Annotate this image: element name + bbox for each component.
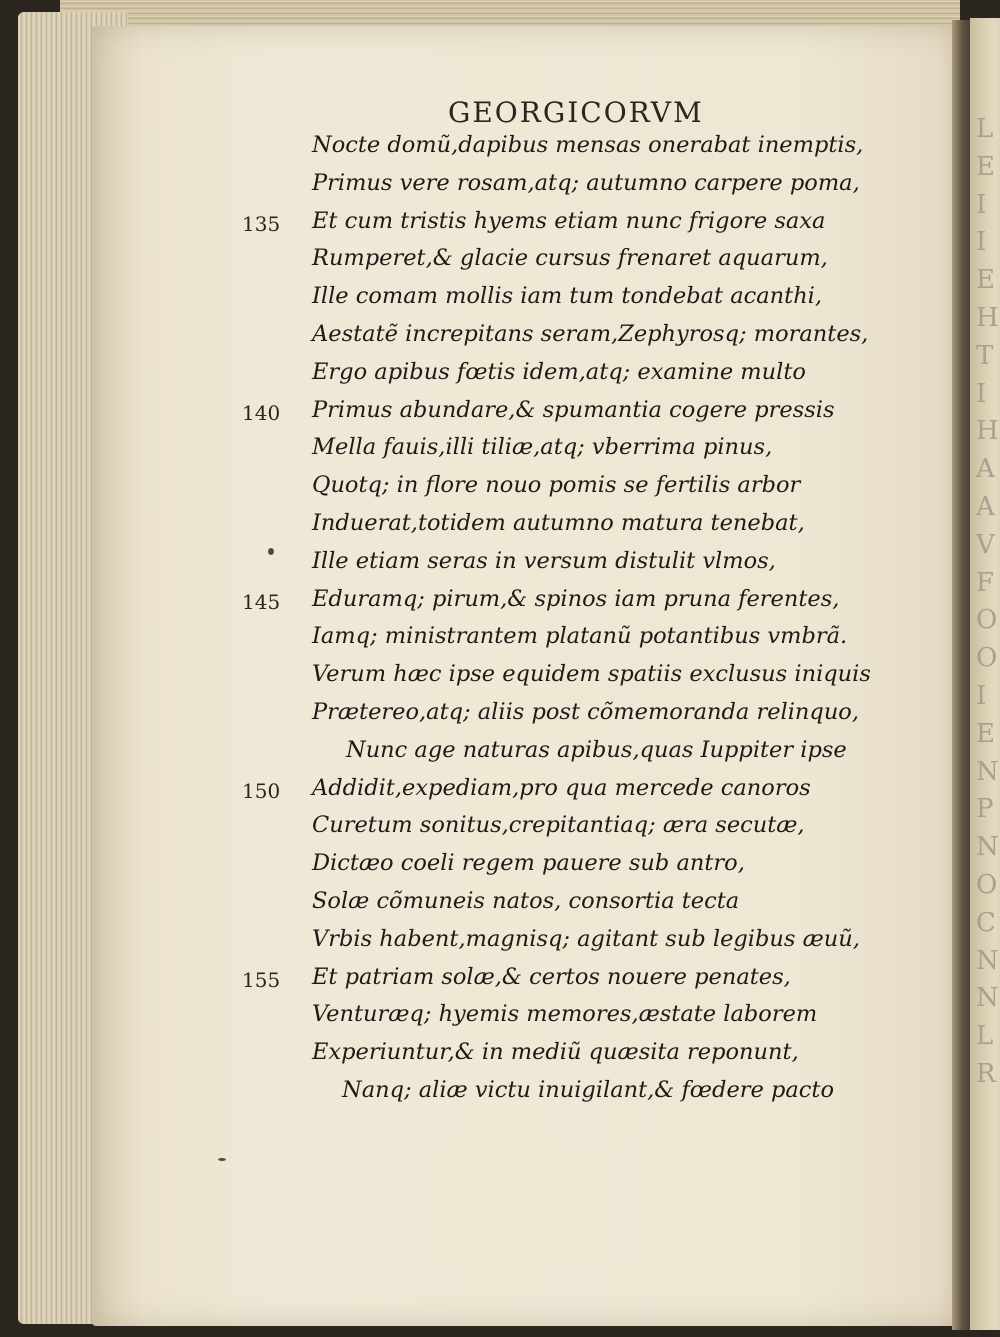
- verse-line: Curetum sonitus,crepitantiaq; æra secutæ,: [312, 812, 805, 839]
- verse-line: Nanq; aliæ victu inuigilant,& fœdere pacto: [342, 1077, 835, 1103]
- facing-page-letter: R: [976, 1059, 996, 1089]
- facing-page-letter: P: [976, 794, 994, 825]
- verse-line: Experiuntur,& in mediũ quæsita reponunt,: [312, 1039, 799, 1066]
- line-number: 155: [242, 967, 281, 992]
- verse-line: Venturæq; hyemis memores,æstate laborem: [312, 1001, 818, 1028]
- verse-line: Solæ cõmuneis natos, consortia tecta: [312, 888, 740, 914]
- facing-page-letter: E: [976, 265, 995, 296]
- verse-line: Nocte domũ,dapibus mensas onerabat inemptis,: [312, 132, 864, 158]
- facing-page-letter: I: [976, 189, 987, 220]
- verse-line: Quotq; in flore nouo pomis se fertilis arbor: [312, 472, 801, 499]
- line-number: 135: [242, 211, 281, 236]
- verse-line: Et patriam solæ,& certos nouere penates,: [312, 963, 791, 990]
- verse-line: Primus vere rosam,atq; autumno carpere poma,: [312, 169, 860, 196]
- facing-page-letter: H: [976, 416, 999, 447]
- verse-line: Vrbis habent,magnisq; agitant sub legibus æuũ,: [312, 925, 860, 952]
- facing-page-edge: [970, 18, 1000, 1330]
- line-number: 140: [242, 400, 281, 425]
- facing-page-letter: O: [976, 643, 998, 674]
- running-head: GEORGICORVM: [448, 96, 704, 129]
- facing-page-letter: T: [976, 340, 994, 371]
- facing-page-letter: L: [976, 1021, 994, 1052]
- verse-line: Eduramq; pirum,& spinos iam pruna ferentes,: [312, 585, 840, 612]
- line-number: 145: [242, 589, 281, 614]
- facing-page-letter: I: [976, 227, 987, 258]
- verse-line: Et cum tristis hyems etiam nunc frigore saxa: [312, 207, 826, 234]
- ink-speck: [268, 548, 274, 555]
- facing-page-letter: A: [976, 492, 995, 522]
- verse-line: Prætereo,atq; aliis post cõmemoranda relinquo,: [312, 699, 860, 725]
- verse-line: Dictæo coeli regem pauere sub antro,: [312, 850, 745, 877]
- facing-page-letter: H: [976, 303, 999, 333]
- line-number: 150: [242, 778, 281, 803]
- verse-line: Primus abundare,& spumantia cogere pressis: [312, 396, 835, 423]
- verse-line: Mella fauis,illi tiliæ,atq; vberrima pinus,: [312, 434, 773, 461]
- verse-line: Ergo apibus fœtis idem,atq; examine multo: [312, 358, 806, 385]
- verse-line: Addidit,expediam,pro qua mercede canoros: [312, 774, 811, 801]
- verse-line: Ille comam mollis iam tum tondebat acanthi,: [312, 283, 823, 310]
- facing-page-letter: N: [976, 945, 999, 976]
- facing-page-letter: N: [976, 832, 999, 863]
- ink-speck: [218, 1158, 226, 1161]
- facing-page-letter: L: [976, 114, 994, 144]
- facing-page-letter: A: [976, 454, 995, 485]
- facing-page-letter: I: [976, 681, 987, 711]
- facing-page-letter: E: [976, 151, 995, 182]
- verse-line: Iamq; ministrantem platanũ potantibus vmbrã.: [312, 623, 848, 650]
- facing-page-letter: O: [976, 870, 998, 900]
- facing-page-letter: N: [976, 756, 999, 787]
- facing-page-letter: O: [976, 605, 998, 636]
- facing-page-letter: I: [976, 378, 987, 409]
- facing-page-letter: C: [976, 907, 996, 938]
- verse-line: Nunc age naturas apibus,quas Iuppiter ipse: [346, 736, 847, 763]
- facing-page-letter: N: [976, 983, 999, 1014]
- verse-line: Rumperet,& glacie cursus frenaret aquarum,: [312, 245, 828, 272]
- facing-page-letter: V: [976, 529, 995, 560]
- verse-line: Induerat,totidem autumno matura tenebat,: [312, 510, 805, 536]
- facing-page-letter: F: [976, 567, 995, 598]
- verse-line: Verum hæc ipse equidem spatiis exclusus iniquis: [312, 661, 871, 688]
- verse-line: Aestatẽ increpitans seram,Zephyrosq; morantes,: [312, 321, 869, 347]
- verse-line: Ille etiam seras in versum distulit vlmos,: [312, 547, 776, 574]
- facing-page-letter: E: [976, 718, 995, 749]
